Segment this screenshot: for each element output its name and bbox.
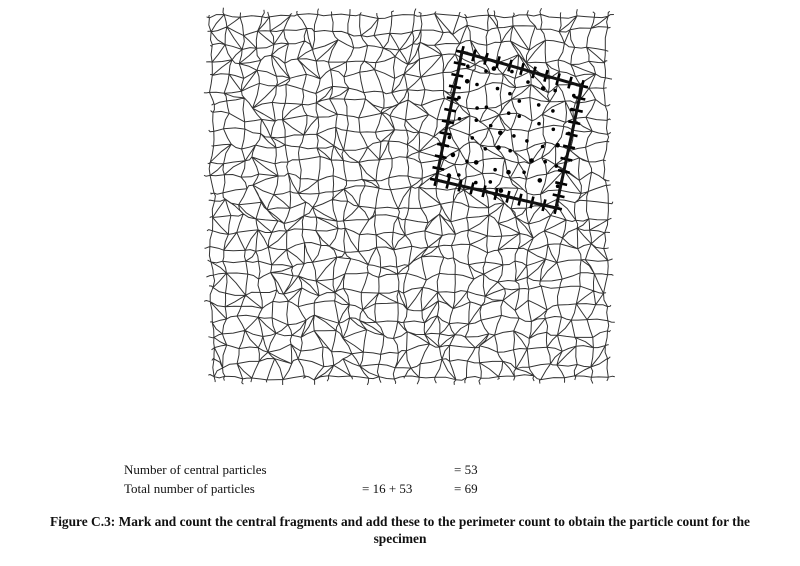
central-particle-dot xyxy=(529,158,534,163)
total-particles-expression: = 16 + 53 xyxy=(362,481,413,496)
central-particle-dot xyxy=(457,173,461,177)
central-particle-dot xyxy=(538,178,543,183)
central-particle-dot xyxy=(465,160,469,164)
central-particles-result: = 53 xyxy=(454,462,478,477)
central-particle-dot xyxy=(498,131,503,136)
central-particle-dot xyxy=(448,136,452,140)
central-particles-row xyxy=(0,461,800,478)
central-particle-dot xyxy=(512,134,516,138)
central-particle-dot xyxy=(543,160,547,164)
central-particle-dot xyxy=(475,106,479,110)
central-particle-dot xyxy=(553,89,557,93)
crack-lines xyxy=(204,8,615,385)
central-particle-dot xyxy=(474,160,479,165)
central-particle-dot xyxy=(493,168,497,172)
central-particle-dot xyxy=(489,180,493,184)
central-particles-label: Number of central particles xyxy=(124,462,267,477)
central-particle-dot xyxy=(537,103,541,107)
central-particle-dot xyxy=(484,69,488,73)
central-particle-dot xyxy=(471,136,475,140)
total-particles-result: = 69 xyxy=(454,481,478,496)
central-particle-dot xyxy=(489,124,493,128)
figure-caption: Figure C.3: Mark and count the central fragments and add these to the perimeter count to obtain the particle count for the specimen xyxy=(50,514,750,546)
central-particle-dot xyxy=(525,139,529,143)
central-particle-dot xyxy=(466,64,470,68)
central-particle-dot xyxy=(517,114,521,118)
central-particle-dot xyxy=(518,99,522,103)
central-particle-dot xyxy=(485,105,489,109)
total-particles-row xyxy=(0,480,800,497)
central-particle-dot xyxy=(475,118,479,122)
central-particle-dot xyxy=(458,117,462,121)
central-particle-dot xyxy=(465,79,470,84)
total-particles-label: Total number of particles xyxy=(124,481,255,496)
central-particle-dot xyxy=(522,171,526,175)
central-particle-dot xyxy=(552,128,556,132)
central-particle-dot xyxy=(507,111,511,115)
central-particle-dot xyxy=(496,87,500,91)
central-particle-dot xyxy=(526,80,530,84)
central-particle-dot xyxy=(475,83,479,87)
central-particle-dot xyxy=(484,147,488,151)
glass-fragment-crack-network xyxy=(204,8,615,385)
central-particle-dot xyxy=(555,164,559,168)
central-particle-dot xyxy=(451,153,456,158)
central-particle-dot xyxy=(555,143,560,148)
central-particle-dot xyxy=(541,86,546,91)
central-particle-dot xyxy=(499,188,504,193)
central-particle-dot xyxy=(508,92,512,96)
central-particle-dot xyxy=(541,145,545,149)
central-particle-dot xyxy=(551,109,555,113)
central-particle-dot xyxy=(506,170,511,175)
central-particle-dot xyxy=(474,181,478,185)
central-particle-dot xyxy=(510,70,514,74)
central-particle-dot xyxy=(508,149,512,153)
central-particle-dot xyxy=(496,145,501,150)
central-particle-dot xyxy=(537,122,541,126)
